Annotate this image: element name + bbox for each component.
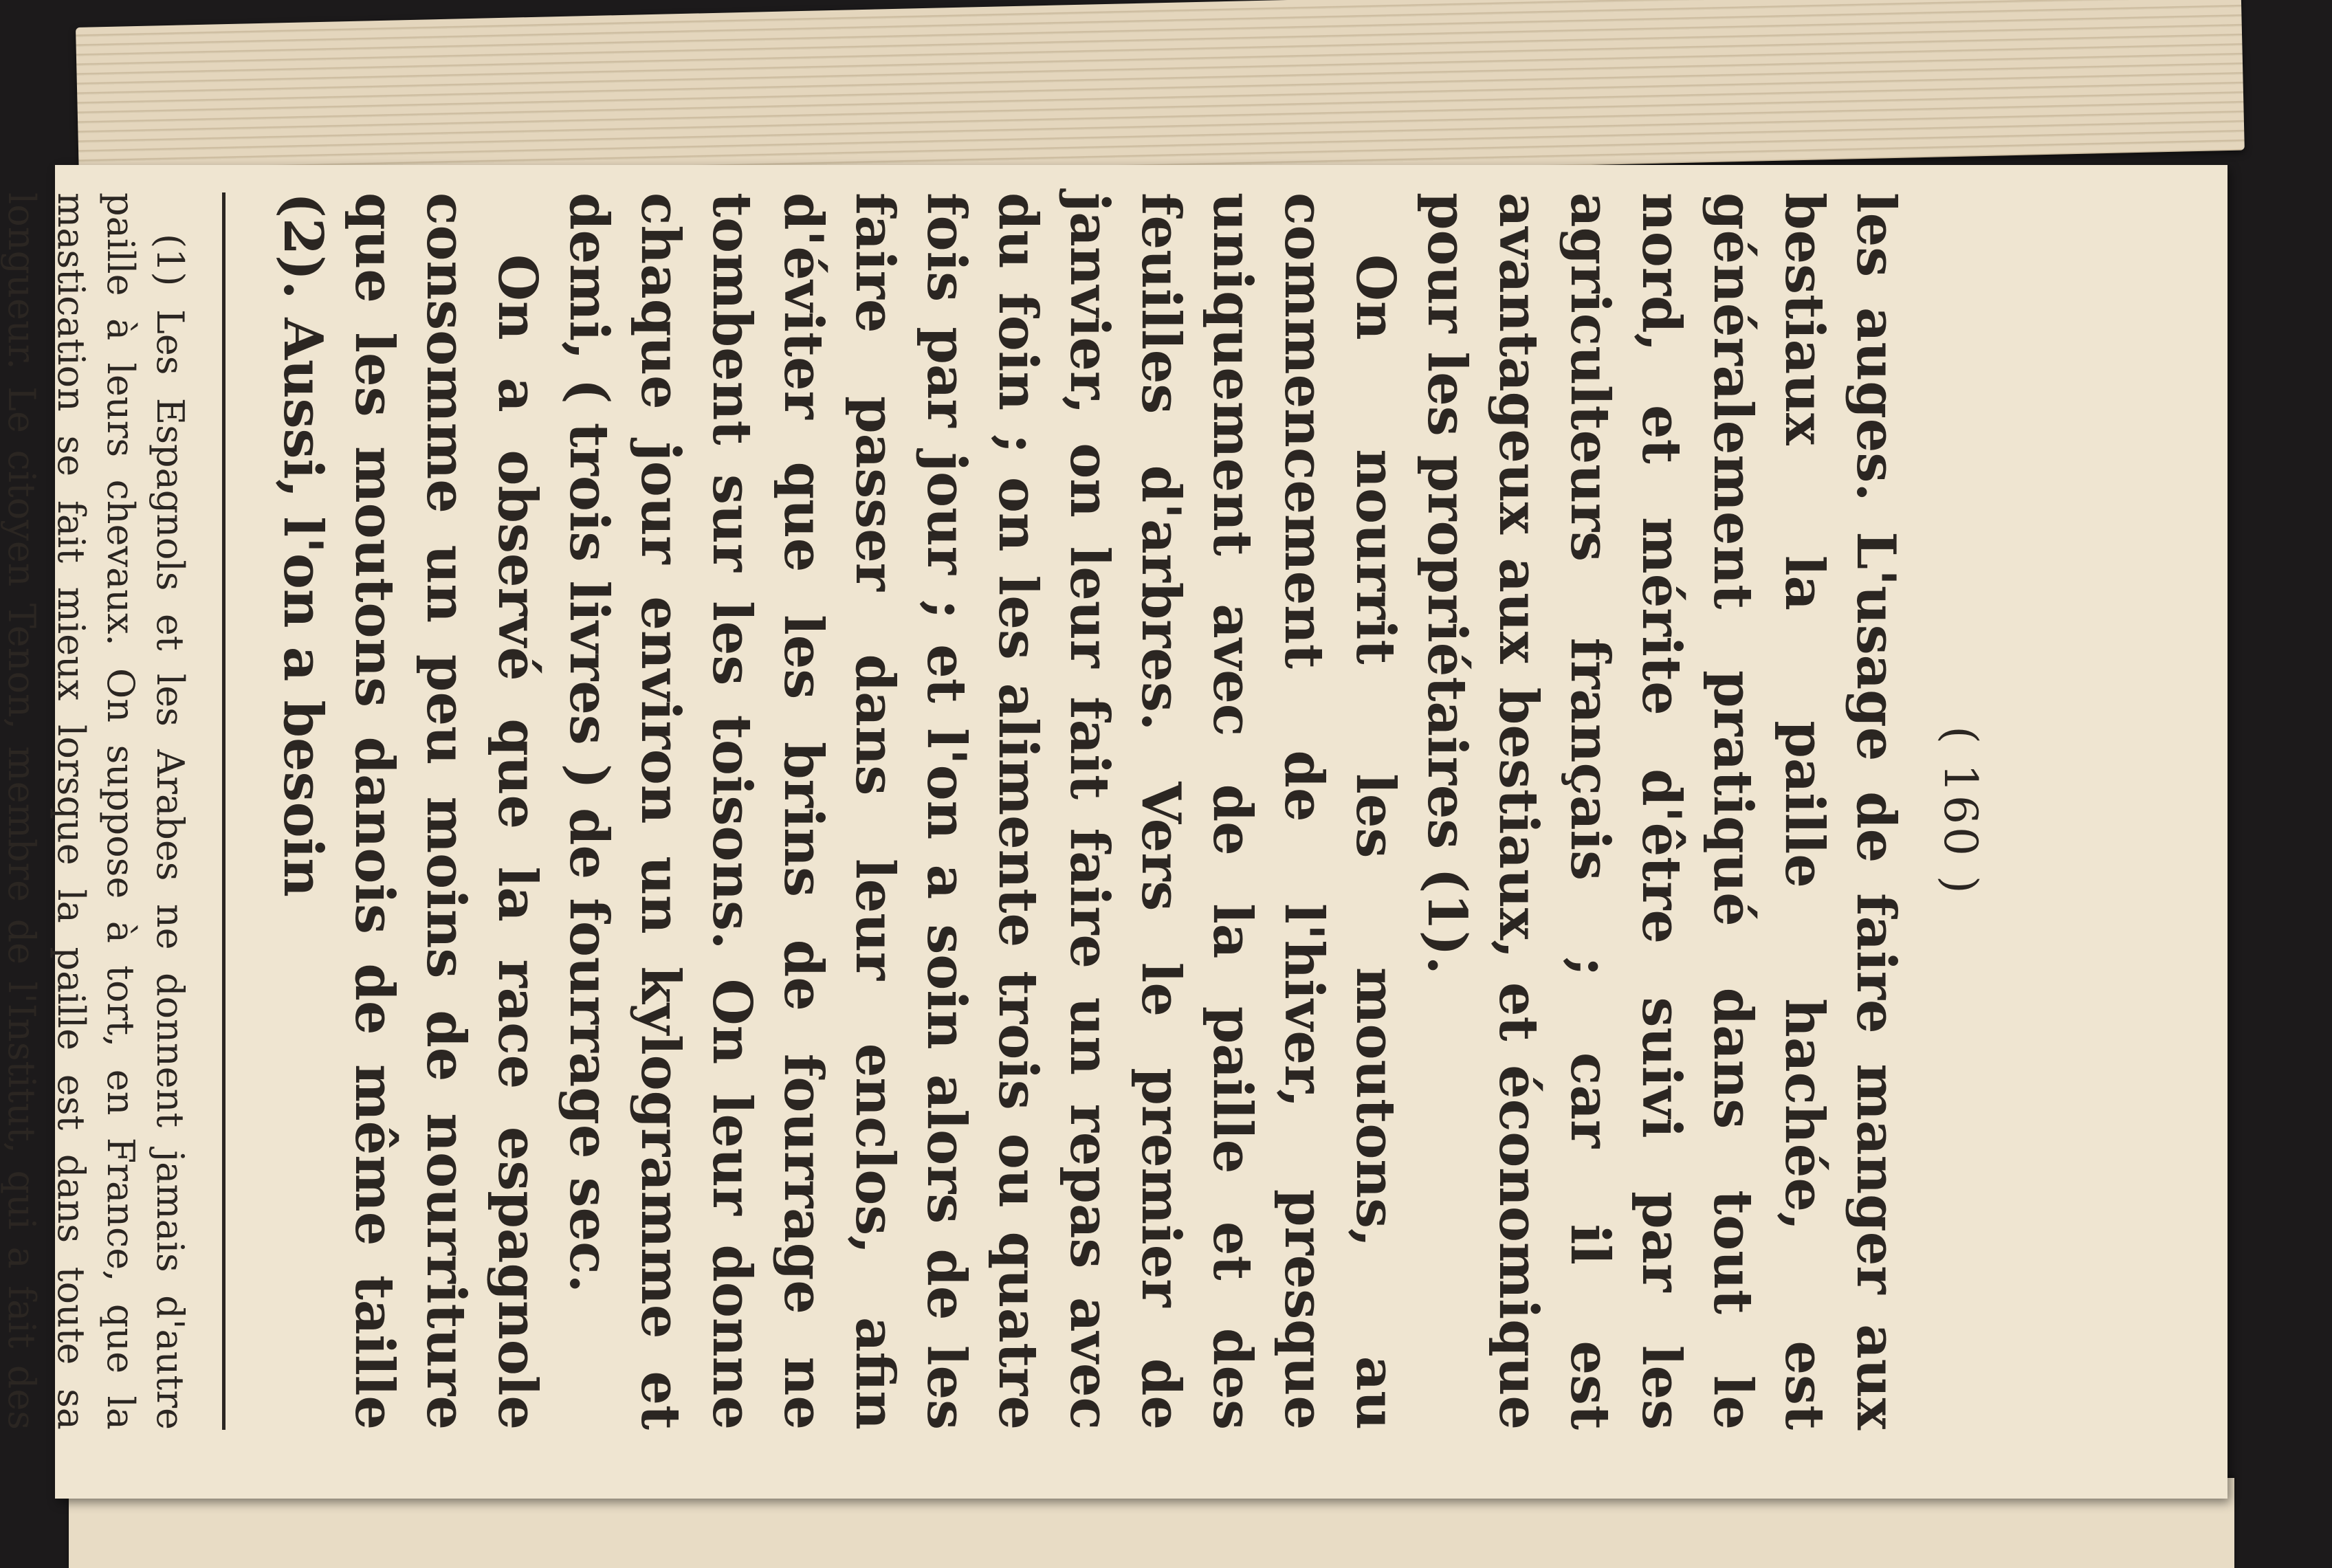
footnote: (1) Les Espagnols et les Arabes ne donnent jamais d'autre paille à leurs chevaux. On suppose à tort, en France, que la mastication se fait mieux lorsque la paille est dans toute sa longueur. Le citoyen Tenon, membre de l'Institut, qui a fait des (0, 192, 192, 1430)
main-text (267, 192, 1911, 1430)
paragraph: les auges. L'usage de faire manger aux bestiaux la paille hachée, est généralement pratiqué dans tout le nord, et mérite d'être suivi par les agriculteurs français ; car il est avantageux aux bestiaux, et économique pour les propriétaires (1). (1416, 192, 1907, 1430)
paragraph: On a observé que la race espagnole consomme un peu moins de nourriture que les moutons danois de même taille (2). Aussi, l'on a besoin (272, 192, 549, 1430)
background-right (2250, 275, 2332, 1567)
footnote-divider (222, 192, 226, 1430)
footnotes (0, 192, 195, 1430)
page-text-rotated (0, 151, 2014, 1471)
paragraph: On nourrit les moutons, au commencement de l'hiver, presque uniquement avec de la paille et des feuilles d'arbres. Vers le premier de janvier, on leur fait faire un repas avec du foin ; on les alimente trois ou quatre fois par jour ; et l'on a soin alors de les faire passer dans leur enclos, afin d'éviter que les brins de fourrage ne tombent sur les toisons. On leur donne chaque jour environ un kylogramme et demi, ( trois livres ) de fourrage sec. (558, 192, 1407, 1430)
page-number-header: ( 160 ) (1934, 726, 1987, 896)
